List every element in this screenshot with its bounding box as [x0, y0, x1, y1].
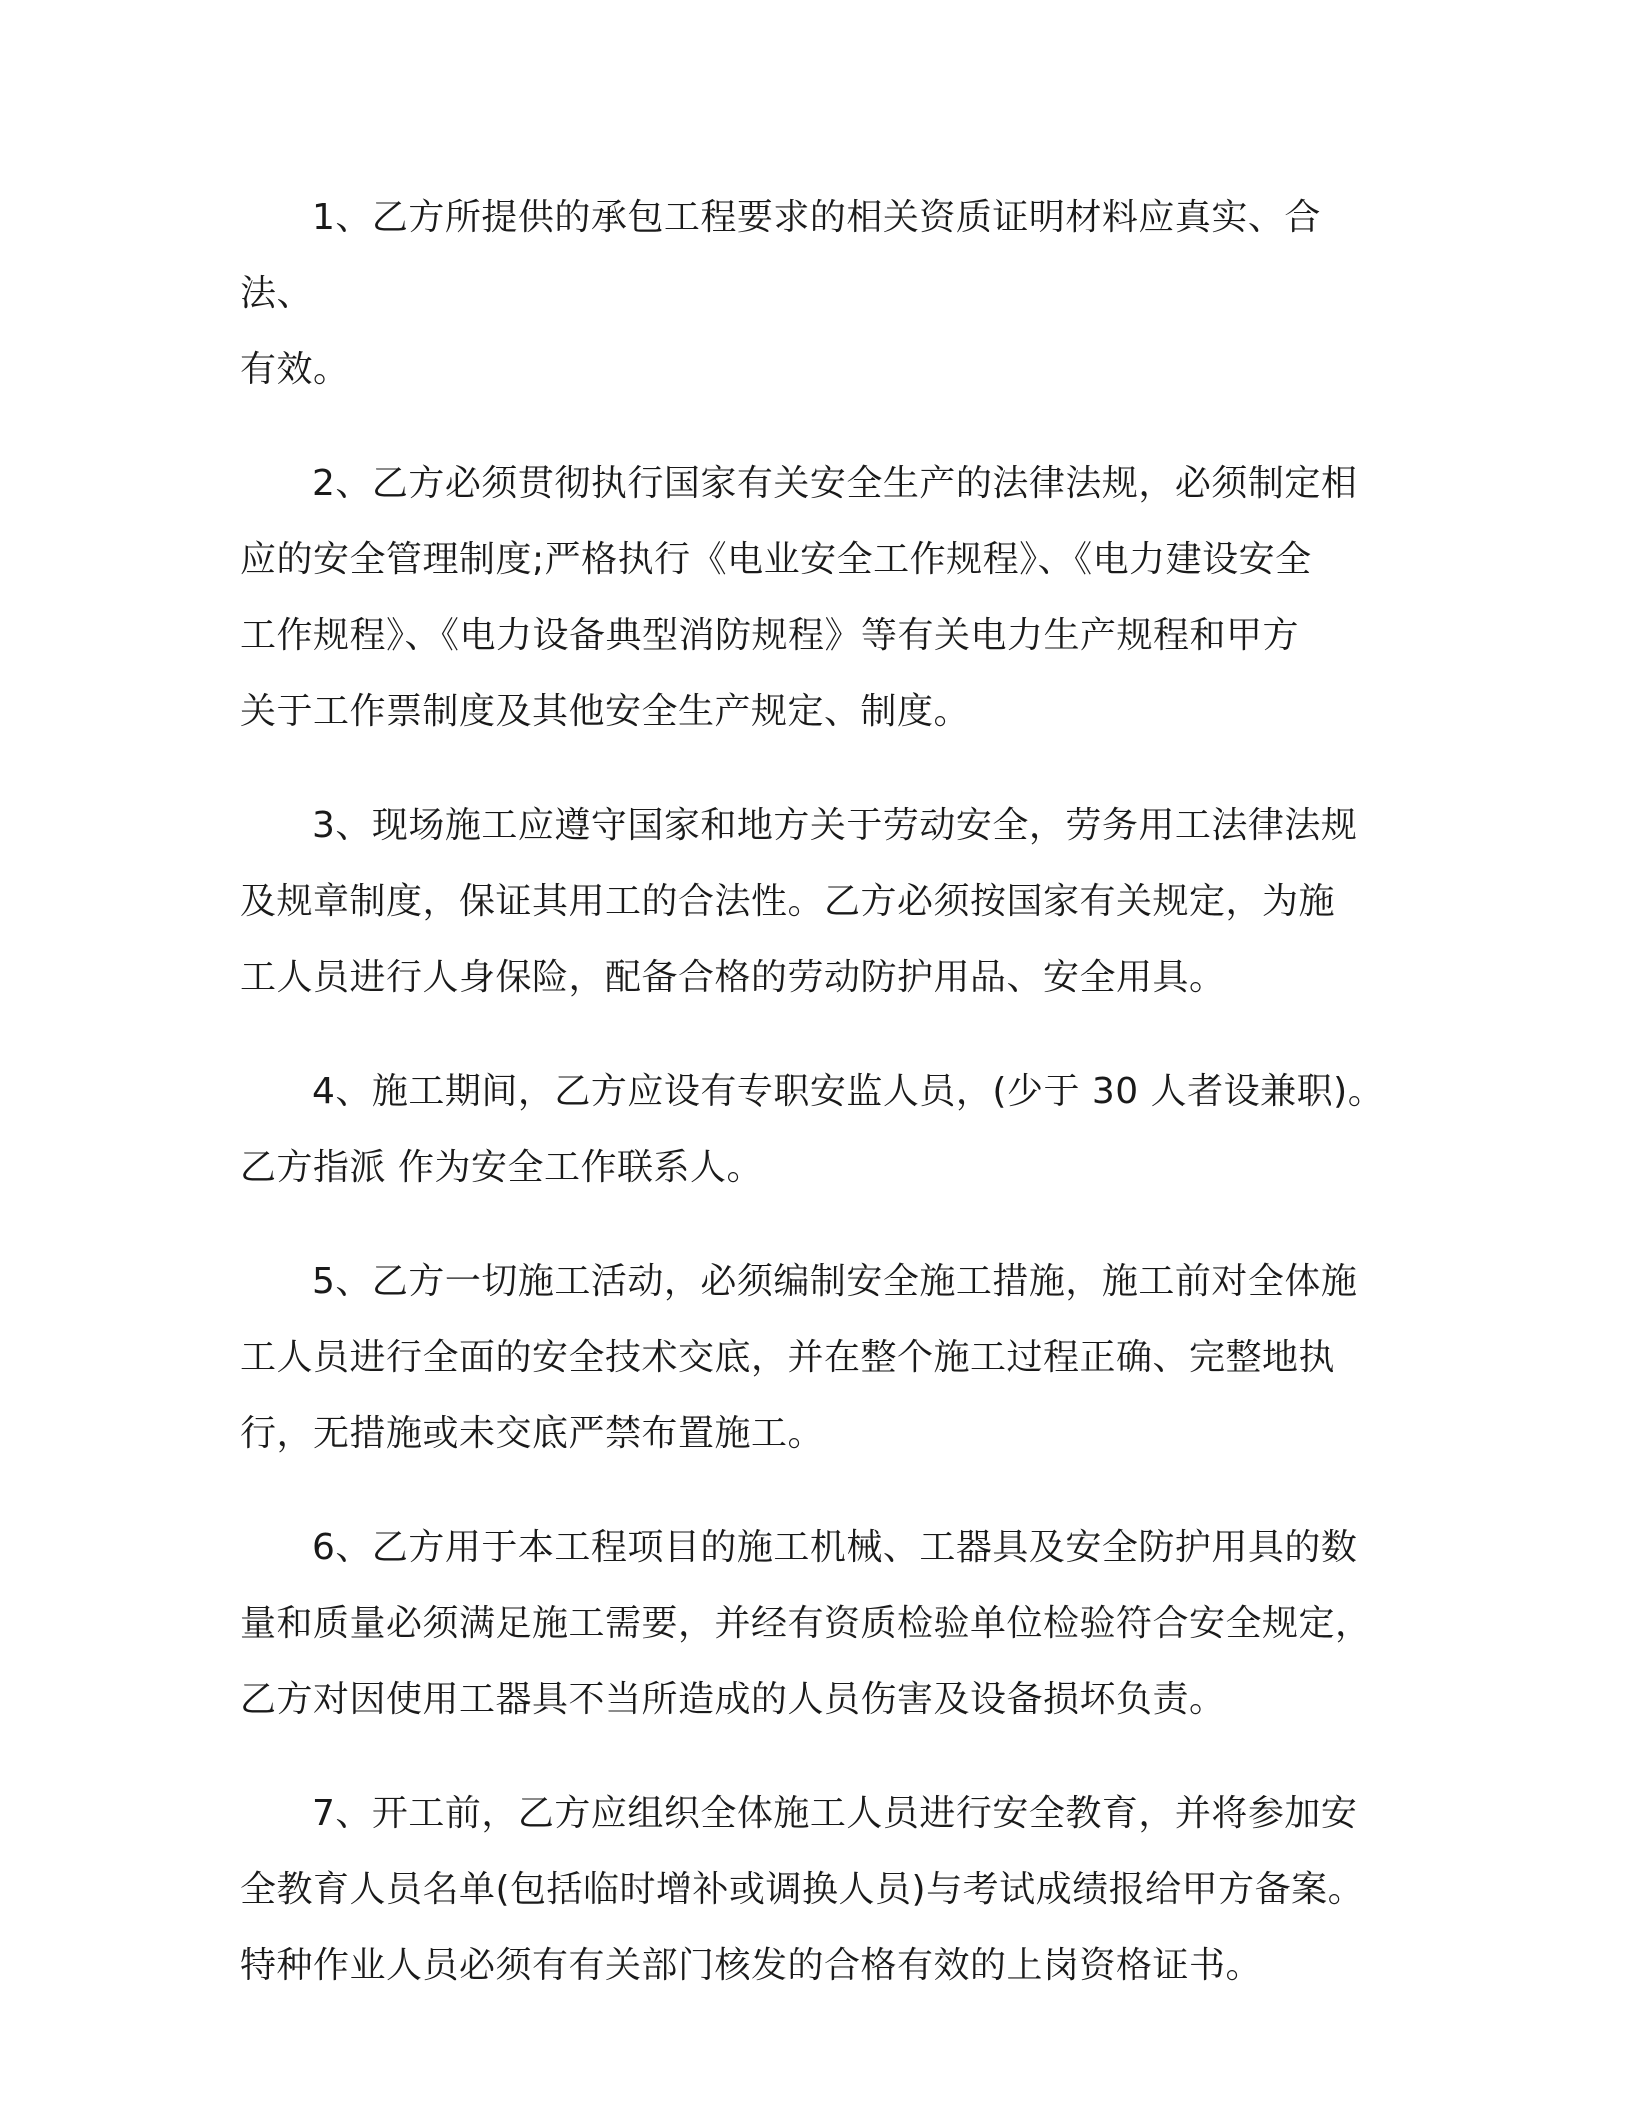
clause-6 — [240, 1510, 1392, 1738]
clause-7-line-3: 特种作业人员必须有有关部门核发的合格有效的上岗资格证书。 — [240, 1945, 1263, 1986]
clause-1-line-1: 1、乙方所提供的承包工程要求的相关资质证明材料应真实、合法、 — [240, 197, 1321, 314]
clause-1-line-2: 有效。 — [240, 349, 350, 390]
clause-3-line-2: 及规章制度，保证其用工的合法性。乙方必须按国家有关规定，为施 — [240, 881, 1336, 922]
clause-2-line-4: 关于工作票制度及其他安全生产规定、制度。 — [240, 691, 971, 732]
clause-7-line-1: 7、开工前，乙方应组织全体施工人员进行安全教育，并将参加安 — [312, 1793, 1358, 1834]
clause-4 — [240, 1054, 1392, 1206]
clause-7 — [240, 1776, 1392, 2004]
clause-3-line-1: 3、现场施工应遵守国家和地方关于劳动安全，劳务用工法律法规 — [312, 805, 1358, 846]
clause-6-line-1: 6、乙方用于本工程项目的施工机械、工器具及安全防护用具的数 — [312, 1527, 1358, 1568]
clause-2-line-3: 工作规程》、《电力设备典型消防规程》等有关电力生产规程和甲方 — [240, 615, 1300, 656]
clause-2 — [240, 446, 1392, 750]
clause-4-line-2: 乙方指派 作为安全工作联系人。 — [240, 1147, 763, 1188]
clause-3-line-3: 工人员进行人身保险，配备合格的劳动防护用品、安全用具。 — [240, 957, 1226, 998]
clause-7-line-2: 全教育人员名单(包括临时增补或调换人员)与考试成绩报给甲方备案。 — [240, 1869, 1365, 1910]
clause-1 — [240, 180, 1392, 408]
clause-5-line-3: 行，无措施或未交底严禁布置施工。 — [240, 1413, 825, 1454]
clause-2-line-2: 应的安全管理制度;严格执行《电业安全工作规程》、《电力建设安全 — [240, 539, 1312, 580]
clause-5-line-1: 5、乙方一切施工活动，必须编制安全施工措施，施工前对全体施 — [312, 1261, 1358, 1302]
document-page — [240, 180, 1392, 2042]
clause-6-line-3: 乙方对因使用工器具不当所造成的人员伤害及设备损坏负责。 — [240, 1679, 1226, 1720]
clause-5 — [240, 1244, 1392, 1472]
clause-2-line-1: 2、乙方必须贯彻执行国家有关安全生产的法律法规，必须制定相 — [312, 463, 1358, 504]
clause-4-line-1: 4、施工期间，乙方应设有专职安监人员，(少于 30 人者设兼职)。 — [312, 1071, 1385, 1112]
clause-5-line-2: 工人员进行全面的安全技术交底，并在整个施工过程正确、完整地执 — [240, 1337, 1336, 1378]
clause-3 — [240, 788, 1392, 1016]
clause-6-line-2: 量和质量必须满足施工需要，并经有资质检验单位检验符合安全规定， — [240, 1603, 1372, 1644]
